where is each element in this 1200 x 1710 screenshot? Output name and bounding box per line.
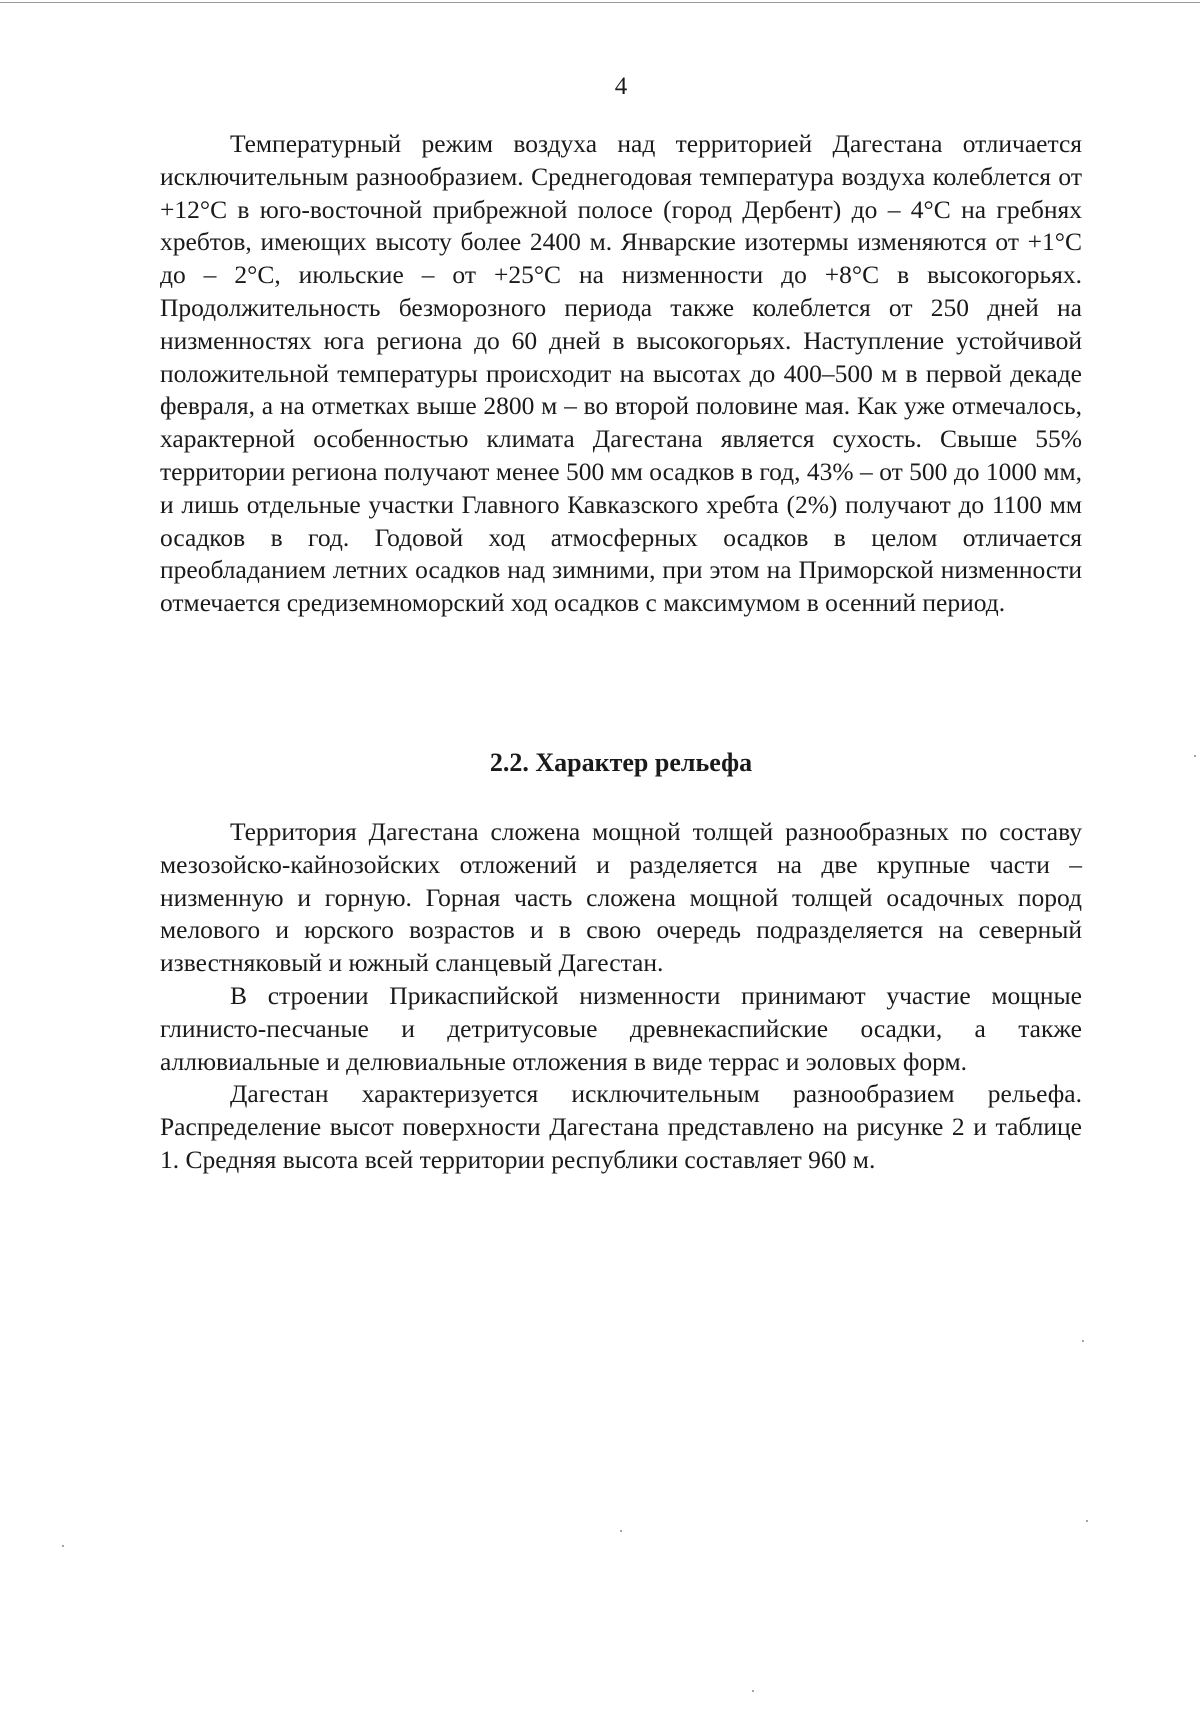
scan-speck	[752, 1690, 754, 1692]
paragraph-territory-composition: Территория Дагестана сложена мощной толщей разнообразных по составу мезозойско-кайнозойских отложений и разделяется на две крупные части – низменную и горную. Горная часть сложена мощной толщей осадочных пород мелового и юрского возрастов и в свою очередь подразделяется на северный известняковый и южный сланцевый Дагестан.	[160, 817, 1082, 978]
paragraph-temperature-regime: Температурный режим воздуха над территорией Дагестана отличается исключительным разнообразием. Среднегодовая температура воздуха колеблется от +12°С в юго-восточной прибрежной полосе (город Дербент) до – 4°С на гребнях хребтов, имеющих высоту более 2400 м. Январские изотермы изменяются от +1°С до – 2°С, июльские – от +25°С на низменности до +8°С в высокогорьях. Продолжительность безморозного периода также колеблется от 250 дней на низменностях юга региона до 60 дней в высокогорьях. Наступление устойчивой положительной температуры происходит на высотах до 400–500 м в первой декаде февраля, а на отметках выше 2800 м – во второй половине мая. Как уже отмечалось, характерной особенностью климата Дагестана является сухость. Свыше 55% территории региона получают менее 500 мм осадков в год, 43% – от 500 до 1000 мм, и лишь отдельные участки Главного Кавказского хребта (2%) получают до 1100 мм осадков в год. Годовой ход атмосферных осадков в целом отличается преобладанием летних осадков над зимними, при этом на Приморской низменности отмечается средиземноморский ход осадков с максимумом в осенний период.	[160, 129, 1082, 618]
scan-speck	[1082, 1340, 1084, 1342]
paragraph-relief-diversity: Дагестан характеризуется исключительным разнообразием рельефа. Распределение высот поверхности Дагестана представлено на рисунке 2 и таблице 1. Средняя высота всей территории республики составляет 960 м.	[160, 1079, 1082, 1174]
scan-speck	[620, 1530, 622, 1532]
scan-top-edge	[0, 2, 1200, 3]
paragraph-caspian-lowland: В строении Прикаспийской низменности принимают участие мощные глинисто-песчаные и детритусовые древнекаспийские осадки, а также аллювиальные и делювиальные отложения в виде террас и эоловых форм.	[160, 980, 1082, 1076]
page-number: 4	[614, 73, 628, 100]
scan-speck	[1194, 755, 1196, 757]
section-heading: 2.2. Характер рельефа	[489, 748, 753, 777]
scan-speck	[62, 1545, 64, 1547]
climate-section	[160, 128, 1082, 620]
relief-section	[160, 816, 1082, 1177]
scan-speck	[1086, 1520, 1088, 1522]
